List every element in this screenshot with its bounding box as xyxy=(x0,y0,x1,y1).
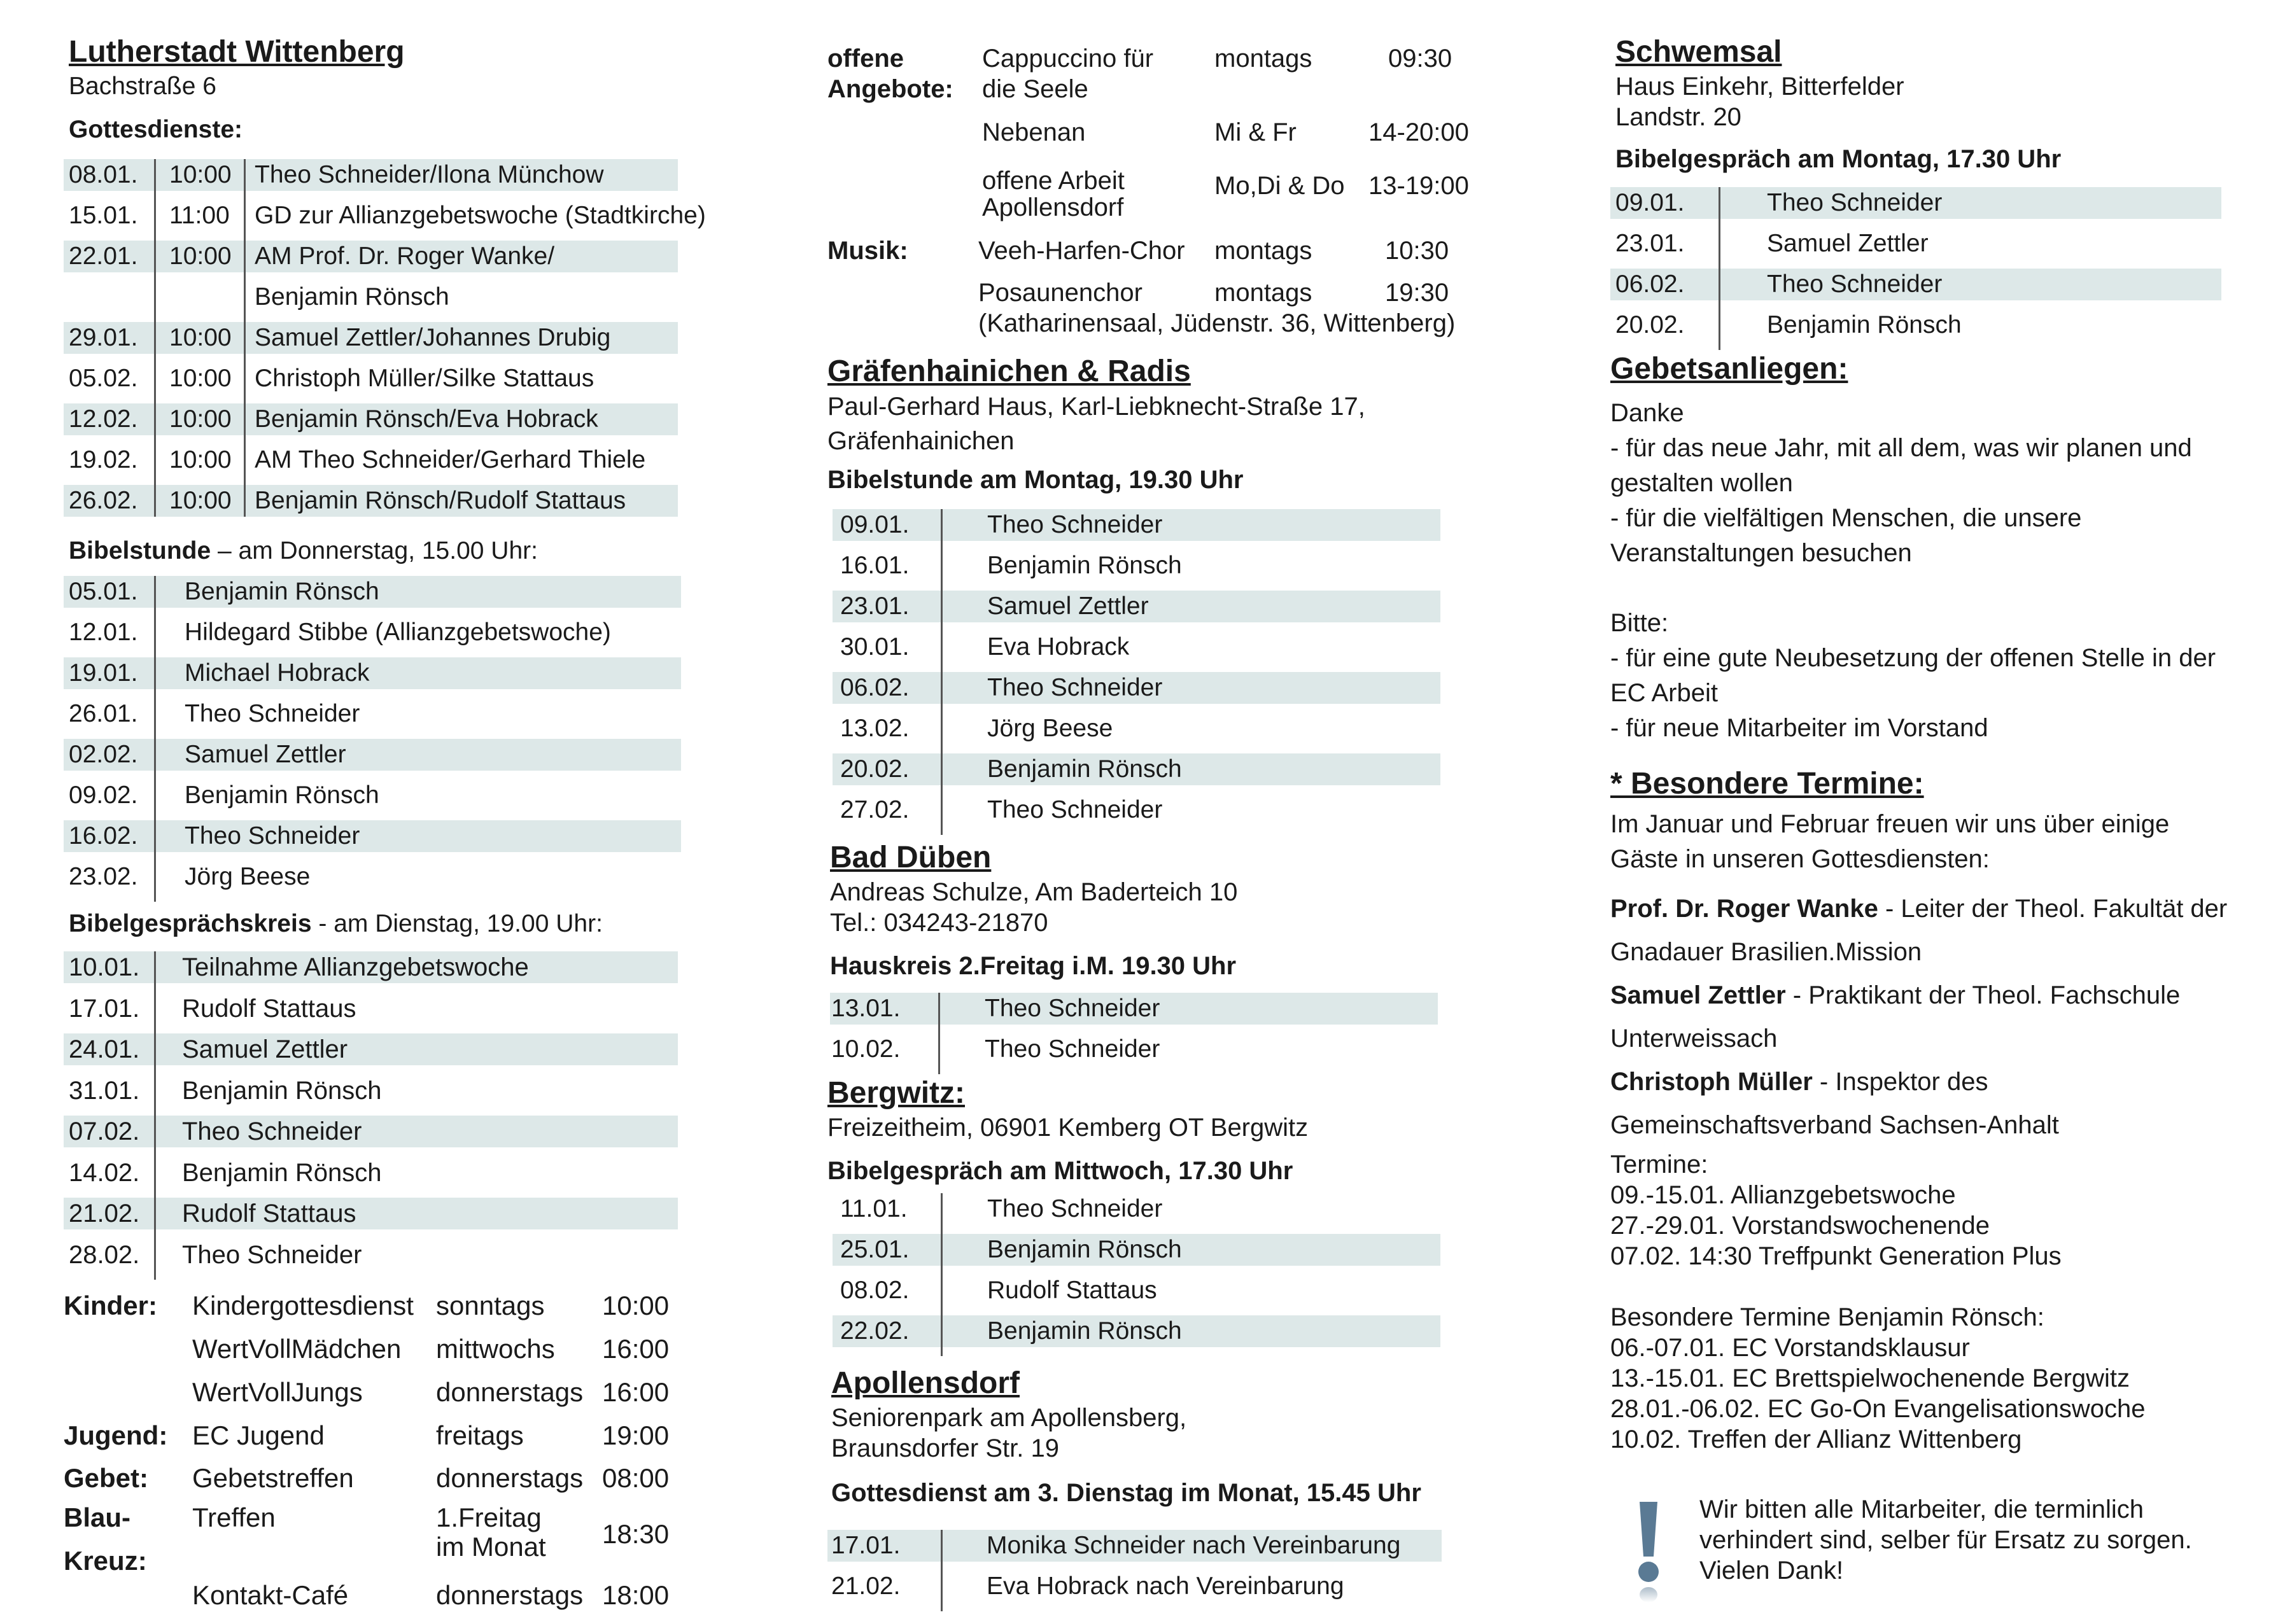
cell-name: Benjamin Rönsch xyxy=(182,1158,382,1187)
prayer-line: - für neue Mitarbeiter im Vorstand xyxy=(1610,714,1988,742)
cell-name: Eva Hobrack nach Vereinbarung xyxy=(987,1572,1344,1600)
date-line: 10.02. Treffen der Allianz Wittenberg xyxy=(1610,1425,2022,1453)
table-row xyxy=(1610,269,2221,300)
column-divider xyxy=(941,1530,943,1611)
table-row xyxy=(830,1033,1438,1065)
cell-date: 13.02. xyxy=(840,715,910,742)
table-row xyxy=(1610,228,2221,260)
table-row xyxy=(833,1234,1440,1266)
table-row xyxy=(833,1193,1440,1225)
group-day: mittwochs xyxy=(436,1334,555,1364)
cell-name: Benjamin Rönsch/Eva Hobrack xyxy=(255,405,598,433)
cell-time: 10:00 xyxy=(169,242,232,270)
blaukreuz-label-2: Kreuz: xyxy=(64,1546,147,1576)
table-row xyxy=(833,753,1440,785)
offer-day: montags xyxy=(1214,237,1312,265)
guest-entry xyxy=(1610,1060,2227,1103)
cell-name: Benjamin Rönsch xyxy=(182,1076,382,1105)
date-line: 07.02. 14:30 Treffpunkt Generation Plus xyxy=(1610,1242,2062,1270)
date-line: 27.-29.01. Vorstandswochenende xyxy=(1610,1212,1990,1240)
cell-name: Theo Schneider xyxy=(987,796,1163,823)
prayer-line: Bitte: xyxy=(1610,609,1669,637)
guest-role-continued: Gemeinschaftsverband Sachsen-Anhalt xyxy=(1610,1111,2059,1139)
cell-date: 13.01. xyxy=(831,995,901,1022)
group-time: 16:00 xyxy=(602,1334,670,1364)
column-divider xyxy=(154,951,156,1280)
cell-name: Teilnahme Allianzgebetswoche xyxy=(182,953,529,981)
blaukreuz-label-1: Blau- xyxy=(64,1502,130,1532)
group-day: donnerstags xyxy=(436,1463,584,1493)
table-row xyxy=(64,617,681,648)
cell-date: 09.02. xyxy=(69,781,138,809)
cell-date: 20.02. xyxy=(840,755,910,783)
wittenberg-address: Bachstraße 6 xyxy=(69,73,216,100)
cell-date: 16.01. xyxy=(840,552,910,579)
cell-name: Theo Schneider xyxy=(987,511,1163,538)
bad-dueben-title: Bad Düben xyxy=(830,841,992,874)
cell-date: 08.01. xyxy=(69,161,138,188)
bad-dueben-heading: Hauskreis 2.Freitag i.M. 19.30 Uhr xyxy=(830,952,1237,980)
guest-name: Samuel Zettler xyxy=(1610,981,1786,1009)
cell-name: AM Prof. Dr. Roger Wanke/ xyxy=(255,242,555,270)
prayer-line: - für eine gute Neubesetzung der offenen Stelle in der xyxy=(1610,644,2216,672)
cell-date: 10.01. xyxy=(69,953,140,981)
bergwitz-address: Freizeitheim, 06901 Kemberg OT Bergwitz xyxy=(827,1114,1309,1142)
guest-name: Christoph Müller xyxy=(1610,1068,1813,1096)
group-name: Kindergottesdienst xyxy=(192,1291,414,1320)
cell-date: 07.02. xyxy=(69,1117,140,1145)
schwemsal-table xyxy=(1610,187,2221,340)
apollensdorf-table xyxy=(827,1530,1442,1606)
offer-time: 14-20:00 xyxy=(1368,118,1469,146)
apollensdorf-heading: Gottesdienst am 3. Dienstag im Monat, 15.45 Uhr xyxy=(831,1479,1421,1507)
column-divider xyxy=(941,509,943,835)
cell-name: Hildegard Stibbe (Allianzgebetswoche) xyxy=(185,619,611,646)
group-day: 1.Freitag xyxy=(436,1502,542,1532)
offer-day: montags xyxy=(1214,45,1312,73)
schwemsal-address: Haus Einkehr, Bitterfelder Landstr. 20 xyxy=(1615,73,1904,131)
cell-time: 11:00 xyxy=(169,202,230,229)
cell-name: Eva Hobrack xyxy=(987,633,1130,661)
group-day: donnerstags xyxy=(436,1377,584,1407)
prayer-line xyxy=(1610,571,2216,606)
cell-date: 16.02. xyxy=(69,822,138,850)
cell-date: 14.02. xyxy=(69,1158,140,1187)
prayer-line: Veranstaltungen besuchen xyxy=(1610,539,1912,567)
offer-name-2: die Seele xyxy=(982,75,1088,103)
services-table xyxy=(64,159,706,522)
guest-role: - Inspektor des xyxy=(1812,1068,1988,1096)
cell-date: 25.01. xyxy=(840,1236,910,1263)
cell-date: 29.01. xyxy=(69,324,138,351)
column-divider xyxy=(154,159,156,517)
cell-name: Theo Schneider xyxy=(185,700,360,727)
table-row xyxy=(64,820,681,852)
date-line xyxy=(1610,1271,2146,1302)
cell-name: Theo Schneider xyxy=(985,1035,1160,1063)
cell-date: 05.01. xyxy=(69,578,138,605)
notice-line: Vielen Dank! xyxy=(1699,1557,1844,1585)
group-time: 08:00 xyxy=(602,1463,670,1493)
cell-name: Michael Hobrack xyxy=(185,659,370,687)
cell-name: Benjamin Rönsch/Rudolf Stattaus xyxy=(255,487,626,514)
notice-line: Wir bitten alle Mitarbeiter, die terminlich xyxy=(1699,1495,2144,1523)
cell-name: Christoph Müller/Silke Stattaus xyxy=(255,365,594,392)
date-line: 09.-15.01. Allianzgebetswoche xyxy=(1610,1181,1956,1209)
date-line: 28.01.-06.02. EC Go-On Evangelisationswoche xyxy=(1610,1395,2146,1423)
offers-label-1: offene xyxy=(827,45,904,73)
cell-date: 08.02. xyxy=(840,1277,910,1304)
cell-name: Benjamin Rönsch xyxy=(1767,311,1962,339)
table-row xyxy=(1610,187,2221,219)
cell-name: Samuel Zettler xyxy=(987,592,1149,620)
column-divider xyxy=(1719,187,1720,350)
table-row xyxy=(833,672,1440,704)
kinder-label: Kinder: xyxy=(64,1291,157,1320)
guest-role-continued: Gnadauer Brasilien.Mission xyxy=(1610,938,1922,966)
cell-date: 24.01. xyxy=(69,1035,140,1063)
dates-list xyxy=(1610,1149,2146,1455)
table-row xyxy=(830,993,1438,1025)
schwemsal-title: Schwemsal xyxy=(1615,35,1782,69)
table-row xyxy=(64,780,681,811)
cell-date: 21.02. xyxy=(69,1200,140,1228)
group-name: EC Jugend xyxy=(192,1420,325,1450)
cell-date: 17.01. xyxy=(69,994,140,1023)
cell-name: Jörg Beese xyxy=(987,715,1113,742)
cell-date: 05.02. xyxy=(69,365,138,392)
guest-role-continued: Unterweissach xyxy=(1610,1025,1778,1053)
cell-time: 10:00 xyxy=(169,365,232,392)
cell-name: Theo Schneider/Ilona Münchow xyxy=(255,161,604,188)
cell-date: 23.01. xyxy=(840,592,910,620)
circle-heading: Bibelgesprächskreis - am Dienstag, 19.00 Uhr: xyxy=(69,910,603,937)
services-heading: Gottesdienste: xyxy=(69,116,243,143)
cell-date: 19.02. xyxy=(69,446,138,473)
posaunenchor-location: (Katharinensaal, Jüdenstr. 36, Wittenberg) xyxy=(978,309,1456,337)
date-line: 13.-15.01. EC Brettspielwochenende Bergwitz xyxy=(1610,1364,2130,1392)
cell-name: Theo Schneider xyxy=(182,1240,362,1269)
music-label: Musik: xyxy=(827,237,908,265)
table-row xyxy=(64,657,681,689)
apollensdorf-title: Apollensdorf xyxy=(831,1366,1020,1400)
cell-name: Samuel Zettler/Johannes Drubig xyxy=(255,324,611,351)
date-line: Termine: xyxy=(1610,1151,1708,1179)
group-name: WertVollMädchen xyxy=(192,1334,402,1364)
cell-name: Benjamin Rönsch xyxy=(185,578,379,605)
bible-heading: Bibelstunde – am Donnerstag, 15.00 Uhr: xyxy=(69,537,538,564)
date-line: Besondere Termine Benjamin Rönsch: xyxy=(1610,1303,2044,1331)
group-day: donnerstags xyxy=(436,1580,584,1610)
cell-name: Theo Schneider xyxy=(1767,270,1943,298)
offers-label-2: Angebote: xyxy=(827,75,953,103)
cell-name: Samuel Zettler xyxy=(1767,230,1929,257)
cell-date: 06.02. xyxy=(840,674,910,701)
cell-name: Rudolf Stattaus xyxy=(182,1200,356,1228)
prayer-title: Gebetsanliegen: xyxy=(1610,352,1848,386)
table-row xyxy=(833,1315,1440,1347)
table-row xyxy=(64,698,681,730)
cell-name: Samuel Zettler xyxy=(182,1035,348,1063)
cell-date: 27.02. xyxy=(840,796,910,823)
cell-name: Theo Schneider xyxy=(1767,189,1943,216)
exclamation-icon xyxy=(1629,1499,1668,1617)
table-row xyxy=(64,739,681,771)
cell-date: 11.01. xyxy=(840,1195,908,1222)
bad-dueben-table xyxy=(830,993,1438,1069)
table-row xyxy=(833,1275,1440,1306)
table-row xyxy=(833,591,1440,622)
guest-list xyxy=(1610,887,2227,1147)
graefenhainichen-heading: Bibelstunde am Montag, 19.30 Uhr xyxy=(827,466,1244,494)
cell-date: 30.01. xyxy=(840,633,910,661)
group-time: 16:00 xyxy=(602,1377,670,1407)
cell-name: Theo Schneider xyxy=(185,822,360,850)
table-row xyxy=(833,509,1440,541)
group-time: 10:00 xyxy=(602,1291,670,1320)
offer-time: 09:30 xyxy=(1388,45,1452,73)
offer-day: Mo,Di & Do xyxy=(1214,172,1345,200)
group-name: WertVollJungs xyxy=(192,1377,363,1407)
table-row xyxy=(833,550,1440,582)
cell-time: 10:00 xyxy=(169,487,232,514)
cell-date: 09.01. xyxy=(840,511,910,538)
cell-name: Benjamin Rönsch xyxy=(987,552,1182,579)
cell-date: 26.01. xyxy=(69,700,138,727)
cell-date: 22.02. xyxy=(840,1317,910,1345)
cell-name: Rudolf Stattaus xyxy=(987,1277,1157,1304)
cell-name: Benjamin Rönsch xyxy=(987,1236,1182,1263)
prayer-line: gestalten wollen xyxy=(1610,469,1793,497)
table-row xyxy=(833,794,1440,826)
guest-role: - Praktikant der Theol. Fachschule xyxy=(1785,981,2181,1009)
cell-name: Theo Schneider xyxy=(182,1117,362,1145)
cell-date: 23.02. xyxy=(69,863,138,890)
cell-name: GD zur Allianzgebetswoche (Stadtkirche) xyxy=(255,202,706,229)
special-intro: Im Januar und Februar freuen wir uns über einige Gäste in unseren Gottesdiensten: xyxy=(1610,810,2170,873)
cell-date: 02.02. xyxy=(69,741,138,768)
guest-name: Prof. Dr. Roger Wanke xyxy=(1610,895,1878,923)
offer-name: offene Arbeit xyxy=(982,167,1125,195)
notice-text xyxy=(1699,1494,2192,1586)
cell-date: 28.02. xyxy=(69,1240,140,1269)
cell-date: 31.01. xyxy=(69,1076,140,1105)
offer-time: 19:30 xyxy=(1385,279,1449,307)
offer-day: Mi & Fr xyxy=(1214,118,1297,146)
cell-name: Benjamin Rönsch xyxy=(987,1317,1182,1345)
table-row xyxy=(827,1530,1442,1562)
special-title: * Besondere Termine: xyxy=(1610,767,1924,801)
group-day-2: im Monat xyxy=(436,1532,546,1562)
notice-line: verhindert sind, selber für Ersatz zu sorgen. xyxy=(1699,1526,2192,1554)
cell-date: 19.01. xyxy=(69,659,138,687)
group-time: 19:00 xyxy=(602,1420,670,1450)
cell-date: 17.01. xyxy=(831,1532,901,1559)
cell-name: Jörg Beese xyxy=(185,863,311,890)
table-row xyxy=(833,713,1440,745)
cell-date: 06.02. xyxy=(1615,270,1685,298)
column-divider xyxy=(154,576,156,902)
bergwitz-title: Bergwitz: xyxy=(827,1076,965,1110)
cell-name: Theo Schneider xyxy=(987,1195,1163,1222)
cell-date: 12.02. xyxy=(69,405,138,433)
guest-entry xyxy=(1610,887,2227,930)
cell-name: Samuel Zettler xyxy=(185,741,346,768)
group-name: Treffen xyxy=(192,1502,276,1532)
cell-name: Monika Schneider nach Vereinbarung xyxy=(987,1532,1401,1559)
bergwitz-table xyxy=(833,1193,1440,1346)
cell-date: 10.02. xyxy=(831,1035,901,1063)
cell-name: Benjamin Rönsch xyxy=(185,781,379,809)
graefenhainichen-title: Gräfenhainichen & Radis xyxy=(827,354,1191,388)
gebet-label: Gebet: xyxy=(64,1463,149,1493)
offer-time: 13-19:00 xyxy=(1368,172,1469,200)
cell-date: 22.01. xyxy=(69,242,138,270)
offer-day: montags xyxy=(1214,279,1312,307)
offer-name: Cappuccino für xyxy=(982,45,1154,73)
wittenberg-title: Lutherstadt Wittenberg xyxy=(69,35,405,69)
column-divider xyxy=(244,159,246,517)
cell-date: 20.02. xyxy=(1615,311,1685,339)
apollensdorf-address: Seniorenpark am Apollensberg, Braunsdorfer Str. 19 xyxy=(831,1404,1187,1462)
cell-name: Benjamin Rönsch xyxy=(255,283,449,311)
group-time: 18:30 xyxy=(602,1519,670,1549)
offer-name-2: Apollensdorf xyxy=(982,193,1124,221)
bergwitz-heading: Bibelgespräch am Mittwoch, 17.30 Uhr xyxy=(827,1157,1293,1185)
cell-name: Theo Schneider xyxy=(985,995,1160,1022)
prayer-line: EC Arbeit xyxy=(1610,679,1718,707)
schwemsal-heading: Bibelgespräch am Montag, 17.30 Uhr xyxy=(1615,145,2062,173)
cell-date: 21.02. xyxy=(831,1572,901,1600)
group-name: Gebetstreffen xyxy=(192,1463,354,1493)
date-line: 06.-07.01. EC Vorstandsklausur xyxy=(1610,1334,1970,1362)
graefenhainichen-address: Paul-Gerhard Haus, Karl-Liebknecht-Straße 17, Gräfenhainichen xyxy=(827,393,1365,455)
bible-table xyxy=(64,576,681,894)
table-row xyxy=(833,631,1440,663)
cell-date: 12.01. xyxy=(69,619,138,646)
prayer-line: Danke xyxy=(1610,399,1684,427)
offer-name: Posaunenchor xyxy=(978,279,1143,307)
cell-name: Theo Schneider xyxy=(987,674,1163,701)
prayer-line: - für das neue Jahr, mit all dem, was wir planen und xyxy=(1610,434,2192,462)
prayer-line: - für die vielfältigen Menschen, die unsere xyxy=(1610,504,2082,532)
group-day: sonntags xyxy=(436,1291,545,1320)
cell-name: AM Theo Schneider/Gerhard Thiele xyxy=(255,446,646,473)
bad-dueben-address: Andreas Schulze, Am Baderteich 10 Tel.: 034243-21870 xyxy=(830,878,1238,937)
cell-date: 23.01. xyxy=(1615,230,1685,257)
table-row xyxy=(64,861,681,893)
cell-time: 10:00 xyxy=(169,446,232,473)
prayer-list xyxy=(1610,396,2216,746)
group-name: Kontakt-Café xyxy=(192,1580,349,1610)
guest-role: - Leiter der Theol. Fakultät der xyxy=(1878,895,2228,923)
cell-date: 09.01. xyxy=(1615,189,1685,216)
table-row xyxy=(827,1571,1442,1602)
jugend-label: Jugend: xyxy=(64,1420,168,1450)
cell-date: 26.02. xyxy=(69,487,138,514)
cell-name: Rudolf Stattaus xyxy=(182,994,356,1023)
cell-time: 10:00 xyxy=(169,161,232,188)
cell-time: 10:00 xyxy=(169,405,232,433)
offer-name: Nebenan xyxy=(982,118,1086,146)
group-day: freitags xyxy=(436,1420,524,1450)
circle-table xyxy=(64,951,678,1276)
offer-name: Veeh-Harfen-Chor xyxy=(978,237,1185,265)
column-divider xyxy=(941,1193,943,1356)
guest-entry xyxy=(1610,974,2227,1017)
table-row xyxy=(1610,309,2221,341)
cell-date: 15.01. xyxy=(69,202,138,229)
group-time: 18:00 xyxy=(602,1580,670,1610)
cell-name: Benjamin Rönsch xyxy=(987,755,1182,783)
graefenhainichen-table xyxy=(833,509,1440,827)
table-row xyxy=(64,576,681,608)
column-divider xyxy=(938,993,940,1074)
cell-time: 10:00 xyxy=(169,324,232,351)
offer-time: 10:30 xyxy=(1385,237,1449,265)
